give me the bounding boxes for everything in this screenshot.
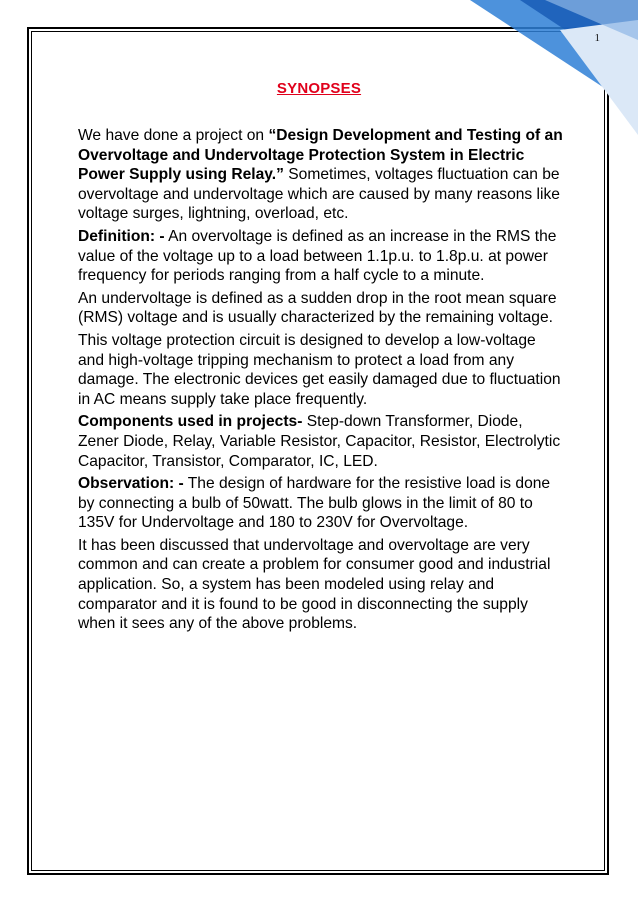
project-title: “Design Development and Testing of an Overvoltage and Undervoltage Protection System in Electric Power Supply using Relay.” xyxy=(78,127,563,184)
observation-heading: Observation: - xyxy=(78,475,184,493)
undervoltage-text: An undervoltage is defined as a sudden drop in the root mean square (RMS) voltage and is usually characterized by the remaining voltage. xyxy=(78,289,557,327)
paragraph-observation xyxy=(78,474,564,533)
definition-text: An overvoltage is defined as an increase in the RMS the value of the voltage up to a load between 1.1p.u. to 1.8p.u. at power frequency for periods ranging from a half cycle to a minute. xyxy=(78,227,557,285)
paragraph-intro xyxy=(78,126,564,224)
conclusion-text: It has been discussed that undervoltage and overvoltage are very common and can create a problem for consumer good and industrial application. So, a system has been modeled using relay and comparator and it is found to be good in disconnecting the supply when it sees any of the above problems. xyxy=(78,536,551,633)
intro-rest: Sometimes, voltages fluctuation can be overvoltage and undervoltage which are caused by many reasons like voltage surges, lightning, overload, etc. xyxy=(78,166,560,223)
page-number: 1 xyxy=(594,32,600,44)
synopsis-body xyxy=(78,126,564,637)
circuit-text: This voltage protection circuit is designed to develop a low-voltage and high-voltage tripping mechanism to protect a load from any damage. The electronic devices get easily damaged due to fluctuation in AC means supply take place frequently. xyxy=(78,331,561,408)
paragraph-definition xyxy=(78,227,564,286)
paragraph-undervoltage xyxy=(78,289,564,328)
paragraph-components xyxy=(78,412,564,471)
page-title: SYNOPSES xyxy=(276,80,362,97)
components-text: Step-down Transformer, Diode, Zener Diode, Relay, Variable Resistor, Capacitor, Resistor, Electrolytic Capacitor, Transistor, Comparator, IC, LED. xyxy=(78,413,561,470)
definition-heading: Definition: - xyxy=(78,227,165,245)
intro-lead: We have done a project on xyxy=(78,127,269,144)
components-heading: Components used in projects- xyxy=(78,413,303,431)
paragraph-circuit xyxy=(78,331,564,409)
paragraph-conclusion xyxy=(78,536,564,634)
observation-text: The design of hardware for the resistive load is done by connecting a bulb of 50watt. The bulb glows in the limit of 80 to 135V for Undervoltage and 180 to 230V for Overvoltage. xyxy=(78,475,551,532)
